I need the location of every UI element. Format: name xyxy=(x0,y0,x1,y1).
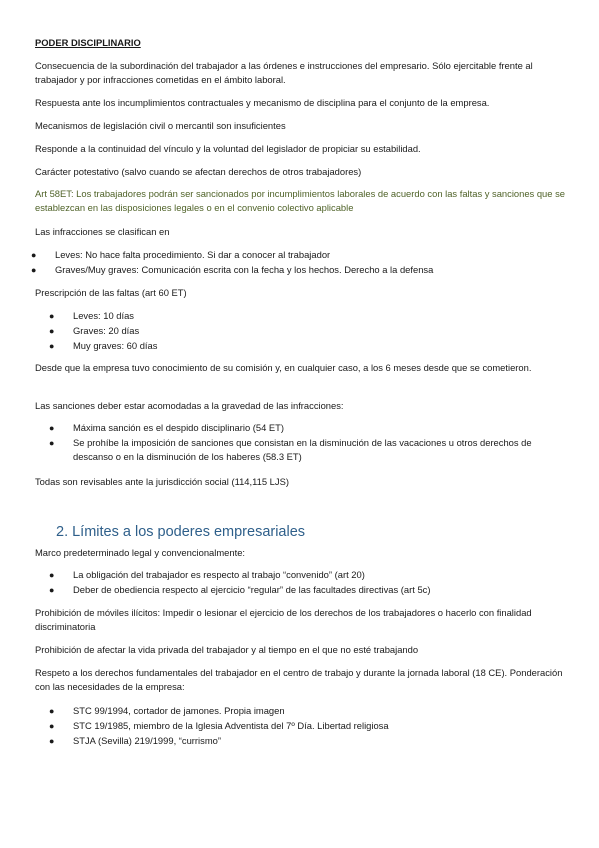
bullet-icon: ● xyxy=(49,311,55,321)
list-item: ● Se prohíbe la imposición de sanciones que consistan en la disminución de las vacaciones u otros derechos de descanso o en la disminución de los haberes (58.3 ET) xyxy=(49,437,532,462)
list-item: ● Graves: 20 días xyxy=(49,325,140,336)
bullet-icon: ● xyxy=(49,736,55,746)
paragraph-prescripcion: Prescripción de las faltas (art 60 ET) xyxy=(35,287,187,298)
bullet-icon: ● xyxy=(49,721,55,731)
list-item: ● La obligación del trabajador es respecto al trabajo “convenido” (art 20) xyxy=(49,569,365,580)
paragraph-derechos-fundamentales: Respeto a los derechos fundamentales del trabajador en el centro de trabajo y durante la jornada laboral (18 CE). Ponderación con las necesidades de la empresa: xyxy=(35,667,563,692)
list-item: ● Leves: No hace falta procedimiento. Si dar a conocer al trabajador xyxy=(31,249,331,260)
list-item: ● Máxima sanción es el despido disciplinario (54 ET) xyxy=(49,422,285,433)
list-item: ● STC 99/1994, cortador de jamones. Propia imagen xyxy=(49,705,285,716)
bullet-icon: ● xyxy=(49,423,55,433)
paragraph-desde-que: Desde que la empresa tuvo conocimiento de su comisión y, en cualquier caso, a los 6 meses desde que se cometieron. xyxy=(35,362,532,373)
paragraph-vida-privada: Prohibición de afectar la vida privada del trabajador y al tiempo en el que no esté trabajando xyxy=(35,644,419,655)
paragraph-moviles-ilicitos: Prohibición de móviles ilícitos: Impedir o lesionar el ejercicio de los derechos de los trabajadores o hacerlo con finalidad discriminatoria xyxy=(35,607,532,632)
bullet-icon: ● xyxy=(49,585,55,595)
list-item: ● Leves: 10 días xyxy=(49,310,134,321)
bullet-icon: ● xyxy=(49,706,55,716)
paragraph-marco: Marco predeterminado legal y convencionalmente: xyxy=(35,547,246,558)
bullet-icon: ● xyxy=(49,438,55,448)
paragraph-infracciones-intro: Las infracciones se clasifican en xyxy=(35,226,170,237)
bullet-icon: ● xyxy=(49,326,55,336)
list-item: ● Muy graves: 60 días xyxy=(49,340,158,351)
paragraph-caracter: Carácter potestativo (salvo cuando se afectan derechos de otros trabajadores) xyxy=(35,166,362,177)
paragraph-revisables: Todas son revisables ante la jurisdicción social (114,115 LJS) xyxy=(35,476,289,487)
section-title-limites: 2. Límites a los poderes empresariales xyxy=(56,524,306,540)
paragraph-responde: Responde a la continuidad del vínculo y la voluntad del legislador de propiciar su estabilidad. xyxy=(35,143,421,154)
paragraph-respuesta: Respuesta ante los incumplimientos contractuales y mecanismo de disciplina para el conjunto de la empresa. xyxy=(35,97,490,108)
paragraph-sanciones-intro: Las sanciones deber estar acomodadas a la gravedad de las infracciones: xyxy=(35,400,344,411)
bullet-icon: ● xyxy=(31,265,37,275)
heading-poder-disciplinario: PODER DISCIPLINARIO xyxy=(35,37,141,48)
list-item: ● STJA (Sevilla) 219/1999, “currismo” xyxy=(49,735,221,746)
list-item: ● STC 19/1985, miembro de la Iglesia Adventista del 7º Día. Libertad religiosa xyxy=(49,720,389,731)
list-item: ● Deber de obediencia respecto al ejercicio “regular” de las facultades directivas (art 5c) xyxy=(49,584,431,595)
paragraph-consecuencia: Consecuencia de la subordinación del trabajador a las órdenes e instrucciones del empresario. Sólo ejercitable frente al trabajador y por infracciones cometidas en el ámbito laboral. xyxy=(35,60,533,85)
bullet-icon: ● xyxy=(31,250,37,260)
bullet-icon: ● xyxy=(49,341,55,351)
list-item: ● Graves/Muy graves: Comunicación escrita con la fecha y los hechos. Derecho a la defensa xyxy=(31,264,434,275)
paragraph-mecanismos: Mecanismos de legislación civil o mercantil son insuficientes xyxy=(35,120,286,131)
bullet-icon: ● xyxy=(49,570,55,580)
paragraph-art58: Art 58ET: Los trabajadores podrán ser sancionados por incumplimientos laborales de acuerdo con las faltas y sanciones que se establezcan en las disposiciones legales o en el convenio colectivo aplicable xyxy=(35,188,565,213)
